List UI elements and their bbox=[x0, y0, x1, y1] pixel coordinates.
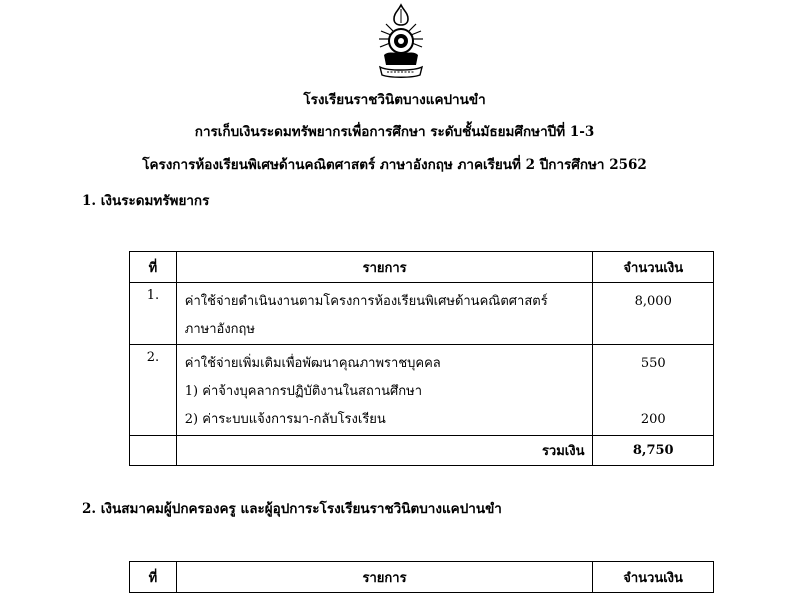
total-row bbox=[130, 436, 714, 466]
total-label: รวมเงิน bbox=[176, 436, 593, 466]
section-1-title: 1. เงินระดมทรัพยากร bbox=[82, 193, 210, 209]
item-line: 1) ค่าจ้างบุคลากรปฏิบัติงานในสถานศึกษา bbox=[184, 384, 423, 399]
item-line: ค่าใช้จ่ายดำเนินงานตามโครงการห้องเรียนพิเศษด้านคณิตศาสตร์ bbox=[184, 294, 548, 309]
school-name: โรงเรียนราชวินิตบางแคปานขำ bbox=[303, 92, 486, 108]
school-emblem-icon bbox=[372, 3, 430, 79]
row-item bbox=[176, 283, 593, 345]
row-number: 2. bbox=[130, 345, 177, 436]
item-line: ภาษาอังกฤษ bbox=[184, 322, 255, 337]
total-empty-cell bbox=[130, 436, 177, 466]
document-title: การเก็บเงินระดมทรัพยากรเพื่อการศึกษา ระดับชั้นมัธยมศึกษาปีที่ 1-3 bbox=[194, 124, 595, 140]
item-line: 2) ค่าระบบแจ้งการมา-กลับโรงเรียน bbox=[184, 412, 386, 427]
fee-table-1 bbox=[129, 251, 714, 466]
table-row bbox=[130, 283, 714, 345]
table-row bbox=[130, 345, 714, 436]
header-item: รายการ bbox=[176, 252, 593, 283]
row-amount bbox=[593, 283, 714, 345]
amount-line: 550 bbox=[640, 356, 666, 371]
amount-line: 200 bbox=[640, 412, 666, 427]
item-line: ค่าใช้จ่ายเพิ่มเติมเพื่อพัฒนาคุณภาพราชบุคคล bbox=[184, 356, 441, 371]
header-amount: จำนวนเงิน bbox=[593, 252, 714, 283]
row-item bbox=[176, 345, 593, 436]
amount-line: 8,000 bbox=[634, 294, 672, 309]
header-item: รายการ bbox=[176, 562, 592, 593]
section-2-title: 2. เงินสมาคมผู้ปกครองครู และผู้อุปการะโรงเรียนราชวินิตบางแคปานขำ bbox=[82, 501, 502, 517]
amount-line bbox=[593, 378, 713, 406]
header-no: ที่ bbox=[130, 562, 177, 593]
fee-table-2 bbox=[129, 561, 714, 593]
header-amount: จำนวนเงิน bbox=[593, 562, 714, 593]
header-no: ที่ bbox=[130, 252, 177, 283]
row-number: 1. bbox=[130, 283, 177, 345]
total-amount: 8,750 bbox=[593, 436, 714, 466]
row-amount bbox=[593, 345, 714, 436]
program-title: โครงการห้องเรียนพิเศษด้านคณิตศาสตร์ ภาษาอังกฤษ ภาคเรียนที่ 2 ปีการศึกษา 2562 bbox=[142, 157, 647, 173]
table-header-row bbox=[130, 562, 714, 593]
table-header-row bbox=[130, 252, 714, 283]
